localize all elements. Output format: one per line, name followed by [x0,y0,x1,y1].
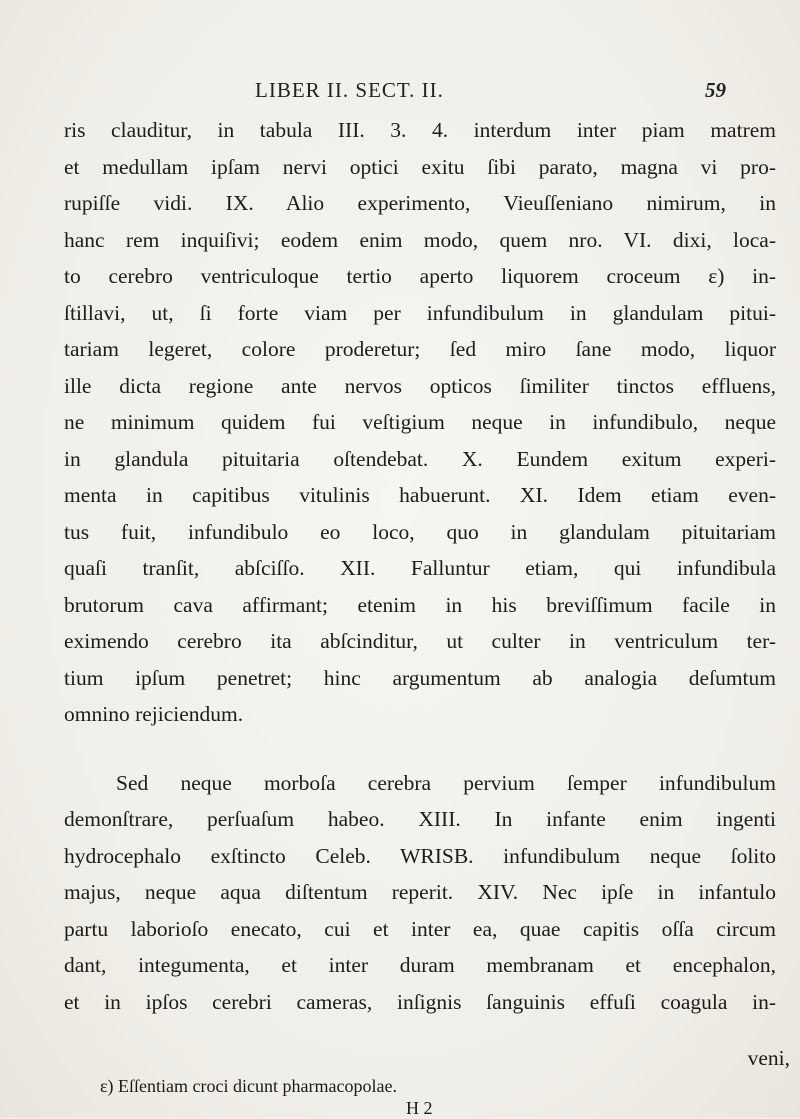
paragraph-1 [64,112,776,733]
text-line: omnino rejiciendum. [64,702,244,726]
footnote: ε) Eſſentiam croci dicunt pharmacopolae. [100,1076,397,1096]
signature-mark: H 2 [406,1098,433,1118]
running-head [0,78,800,108]
text-line: dant, integumenta, et inter duram membranam et encephalon, [64,953,776,977]
paragraph-2 [64,765,776,1021]
catchword: veni, [747,1046,790,1070]
text-line: menta in capitibus vitulinis habuerunt. XI. Idem etiam even- [64,483,776,507]
text-line: Sed neque morboſa cerebra pervium ſemper infundibulum [116,770,776,795]
text-line: hydrocephalo exſtincto Celeb. WRISB. infundibulum neque ſolito [64,843,776,868]
text-line: tariam legeret, colore proderetur; ſed miro ſane modo, liquor [64,337,776,361]
text-line: majus, neque aqua diſtentum reperit. XIV. Nec ipſe in infantulo [64,880,776,904]
text-line: in glandula pituitaria oſtendebat. X. Eundem exitum experi- [64,446,776,471]
text-line: ris clauditur, in tabula III. 3. 4. interdum inter piam matrem [64,118,776,142]
body-text [64,112,776,1020]
text-line: demonſtrare, perſuaſum habeo. XIII. In infante enim ingenti [64,807,776,831]
text-line: hanc rem inquiſivi; eodem enim modo, quem nro. VI. dixi, loca- [64,227,776,252]
text-line: ne minimum quidem fui veſtigium neque in infundibulo, neque [64,410,776,434]
text-line: et in ipſos cerebri cameras, inſignis ſanguinis effuſi coagula in- [64,989,776,1014]
text-line: brutorum cava affirmant; etenim in his breviſſimum facile in [64,592,776,617]
running-title: LIBER II. SECT. II. [255,78,444,102]
page-number: 59 [705,78,726,102]
text-line: rupiſſe vidi. IX. Alio experimento, Vieuſſeniano nimirum, in [64,191,776,215]
text-line: ille dicta regione ante nervos opticos ſimiliter tinctos effluens, [64,373,776,398]
text-line: quaſi tranſit, abſciſſo. XII. Falluntur etiam, qui infundibula [64,556,776,580]
text-line: partu laborioſo enecato, cui et inter ea, quae capitis oſſa circum [64,916,776,941]
text-line: eximendo cerebro ita abſcinditur, ut culter in ventriculum ter- [64,629,776,653]
text-line: ſtillavi, ut, ſi forte viam per infundibulum in glandulam pitui- [64,300,776,325]
text-line: to cerebro ventriculoque tertio aperto liquorem croceum ε) in- [64,264,776,288]
text-line: tium ipſum penetret; hinc argumentum ab analogia deſumtum [64,665,776,690]
text-line: et medullam ipſam nervi optici exitu ſibi parato, magna vi pro- [64,154,776,179]
text-line: tus fuit, infundibulo eo loco, quo in glandulam pituitariam [64,519,776,544]
